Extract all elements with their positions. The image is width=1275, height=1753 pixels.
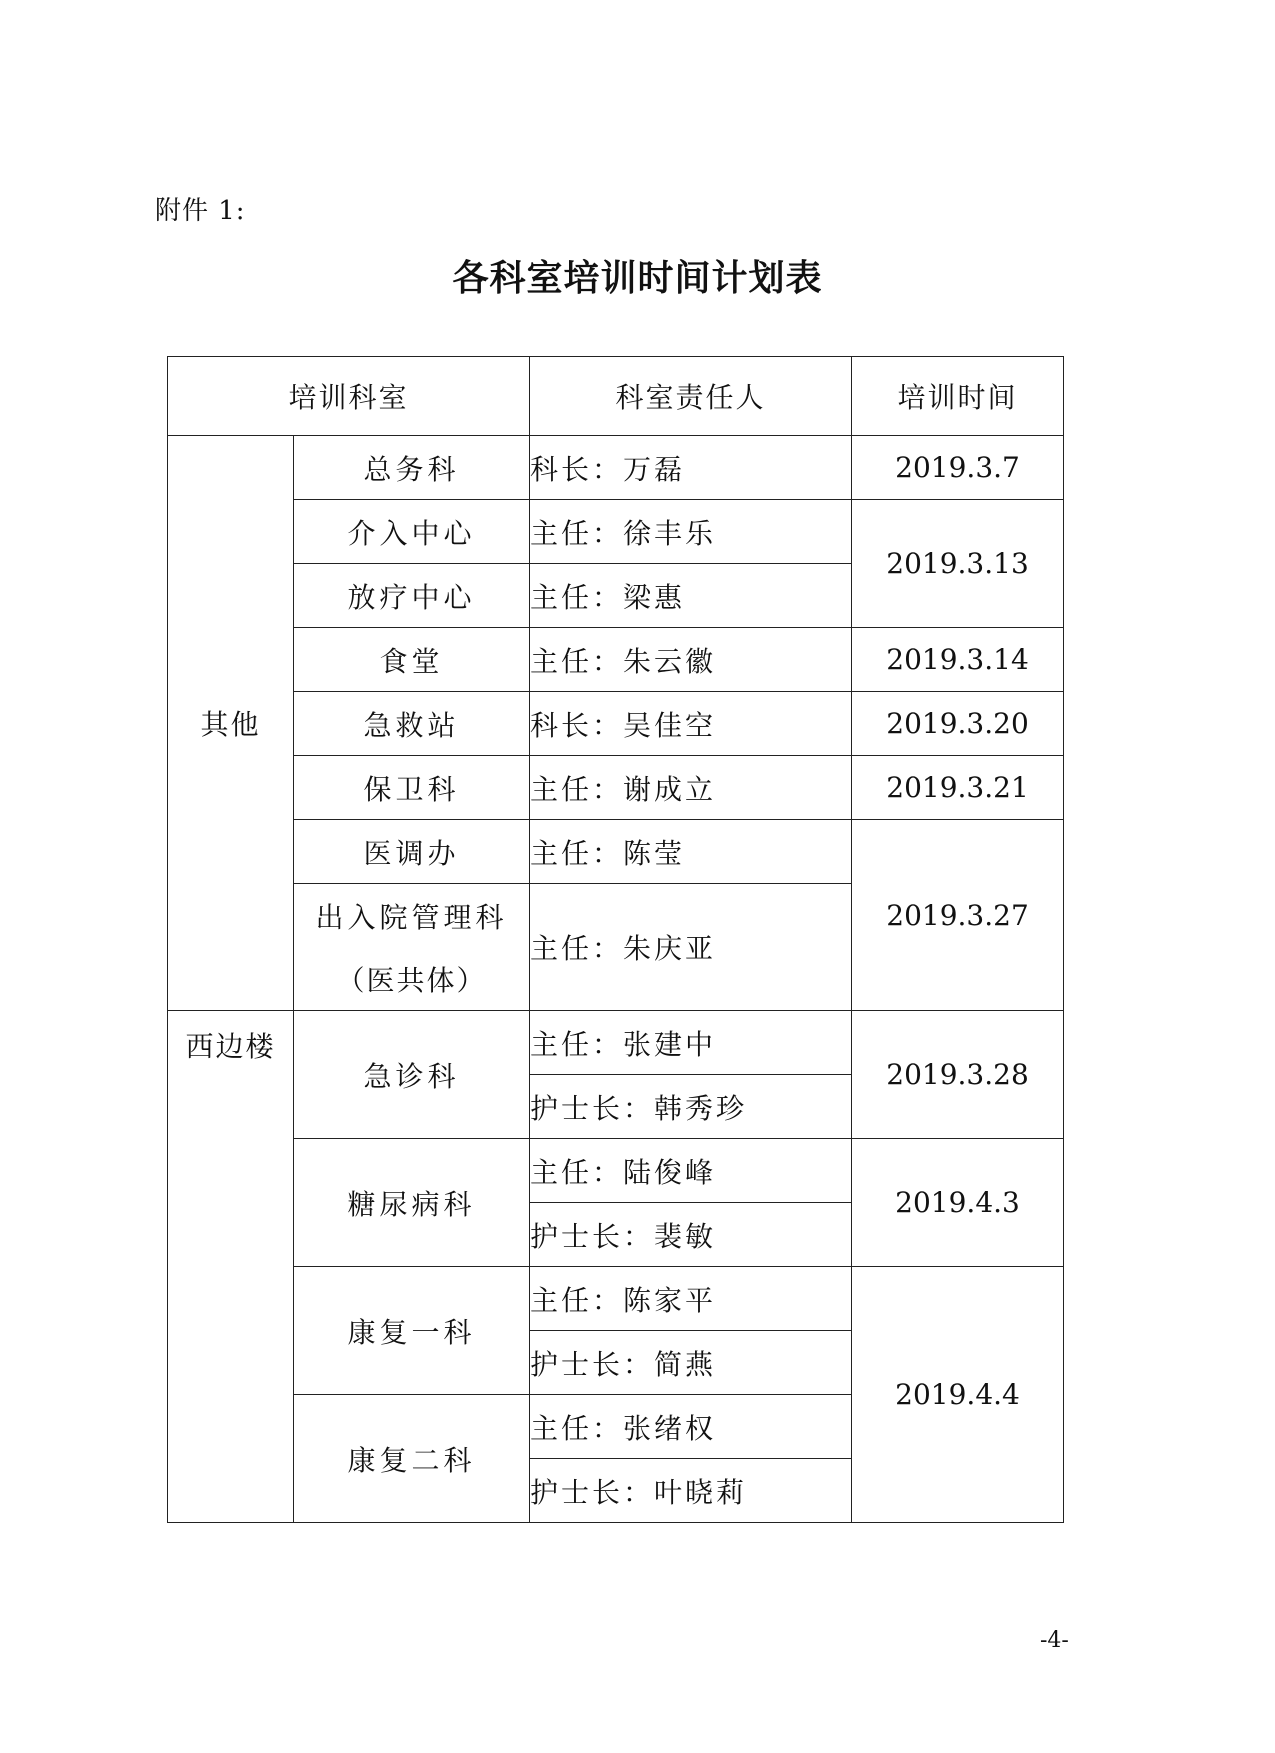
person-cell: 主任：梁惠 [530,564,852,628]
table-row [168,820,1064,884]
person-cell: 主任：陈莹 [530,820,852,884]
table-row [168,1139,1064,1203]
dept-cell: 康复一科 [294,1267,530,1395]
date-cell: 2019.3.13 [852,500,1064,628]
header-date: 培训时间 [852,357,1064,436]
dept-cell: 急诊科 [294,1011,530,1139]
date-cell: 2019.4.4 [852,1267,1064,1523]
person-cell: 护士长：韩秀珍 [530,1075,852,1139]
dept-cell: （医共体） [294,947,530,1011]
person-cell: 主任：张绪权 [530,1395,852,1459]
header-person: 科室责任人 [530,357,852,436]
date-cell: 2019.3.27 [852,820,1064,1011]
attachment-label: 附件 1: [155,196,246,226]
date-cell: 2019.4.3 [852,1139,1064,1267]
table-row [168,436,1064,500]
dept-cell: 康复二科 [294,1395,530,1523]
training-schedule-table [167,356,1064,1523]
table-row [168,756,1064,820]
date-cell: 2019.3.28 [852,1011,1064,1139]
dept-cell: 医调办 [294,820,530,884]
person-cell: 护士长：简燕 [530,1331,852,1395]
dept-cell: 总务科 [294,436,530,500]
group-cell: 其他 [168,436,294,1011]
person-cell: 科长：万磊 [530,436,852,500]
table-header-row [168,357,1064,436]
person-cell: 主任：张建中 [530,1011,852,1075]
person-cell: 主任：陈家平 [530,1267,852,1331]
date-cell: 2019.3.14 [852,628,1064,692]
header-dept: 培训科室 [168,357,530,436]
person-cell: 科长：吴佳空 [530,692,852,756]
dept-cell: 食堂 [294,628,530,692]
table-row [168,500,1064,564]
person-cell: 主任：陆俊峰 [530,1139,852,1203]
table-row [168,628,1064,692]
dept-cell: 急救站 [294,692,530,756]
document-title: 各科室培训时间计划表 [452,257,823,299]
table-row [168,692,1064,756]
person-cell: 主任：朱云徽 [530,628,852,692]
dept-cell: 介入中心 [294,500,530,564]
person-cell: 主任：谢成立 [530,756,852,820]
date-cell: 2019.3.20 [852,692,1064,756]
dept-cell: 糖尿病科 [294,1139,530,1267]
date-cell: 2019.3.7 [852,436,1064,500]
person-cell: 主任：徐丰乐 [530,500,852,564]
table-row [168,1267,1064,1331]
table-row [168,1011,1064,1075]
dept-cell: 保卫科 [294,756,530,820]
dept-cell: 放疗中心 [294,564,530,628]
dept-cell: 出入院管理科 [294,884,530,948]
person-cell: 护士长：叶晓莉 [530,1459,852,1523]
page-number: -4- [1040,1628,1069,1653]
date-cell: 2019.3.21 [852,756,1064,820]
person-cell: 主任：朱庆亚 [530,884,852,1011]
group-cell: 西边楼 [168,1011,294,1523]
person-cell: 护士长：裴敏 [530,1203,852,1267]
